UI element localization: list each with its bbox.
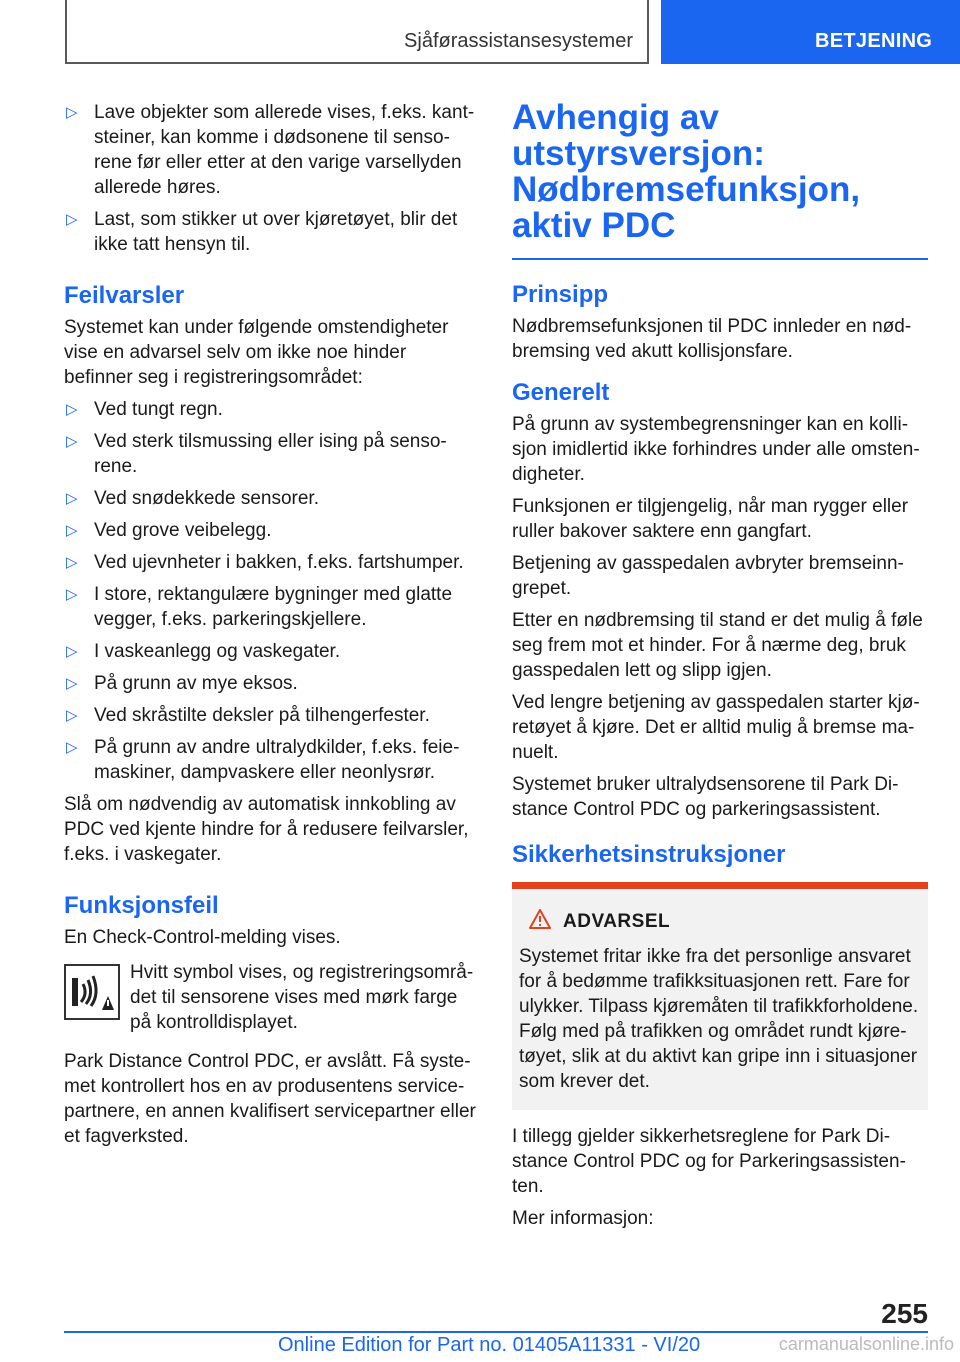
header-section-title: Sjåførassistansesystemer: [404, 30, 633, 52]
list-item: ▷ I vaskeanlegg og vaskegater.: [66, 641, 341, 662]
funksjonsfeil-outro: Park Distance Control PDC, er avslått. Få systemet kontrollert hos en av produsentens servicepartnere, en annen kvalifisert servicepartner eller et fagverksted.: [64, 1051, 476, 1147]
triangle-bullet-icon: ▷: [66, 675, 78, 692]
warning-title: ADVARSEL: [563, 910, 671, 932]
generelt-paragraph: Betjening av gasspedalen avbryter bremseinngrepet.: [512, 553, 904, 599]
triangle-bullet-icon: ▷: [66, 104, 78, 121]
heading-sikkerhet: Sikkerhetsinstruksjoner: [512, 841, 786, 868]
list-item: ▷ På grunn av andre ultralydkilder, f.eks. feiemaskiner, dampvaskere eller neonlysrør.: [66, 737, 460, 783]
heading-divider: [512, 258, 928, 260]
triangle-bullet-icon: ▷: [66, 211, 78, 228]
list-item: ▷ Ved tungt regn.: [66, 399, 223, 420]
bullet-list-top: [64, 100, 480, 257]
list-item: ▷ Lave objekter som allerede vises, f.eks. kantsteiner, kan komme i dødsonene til sensorene før eller etter at den varige varsellyden allerede høres.: [66, 102, 475, 198]
page-number: 255: [881, 1298, 928, 1329]
header-chapter-title: BETJENING: [815, 30, 933, 52]
triangle-bullet-icon: ▷: [66, 643, 78, 660]
generelt-paragraph: Etter en nødbremsing til stand er det mulig å føle seg frem mot et hinder. For å nærme deg, bruk gasspedalen lett og slipp igjen.: [512, 610, 923, 681]
triangle-bullet-icon: ▷: [66, 522, 78, 539]
after-paragraph: I tillegg gjelder sikkerhetsreglene for Park Distance Control PDC og for Parkeringsassistenten.: [512, 1126, 906, 1197]
left-column: [64, 100, 480, 1156]
heading-prinsipp: Prinsipp: [512, 281, 609, 308]
list-item: ▷ I store, rektangulære bygninger med glatte vegger, f.eks. parkeringskjellere.: [66, 584, 453, 630]
funksjonsfeil-intro: En Check-Control-melding vises.: [64, 927, 341, 948]
bullet-list-feilvarsler: [64, 397, 480, 785]
triangle-bullet-icon: ▷: [66, 490, 78, 507]
warning-triangle-icon: [529, 909, 551, 934]
header-section-box: [65, 0, 649, 64]
after-paragraph: Mer informasjon:: [512, 1208, 654, 1229]
watermark: carmanualsonline.info: [778, 1334, 954, 1354]
list-item: ▷ På grunn av mye eksos.: [66, 673, 298, 694]
heading-funksjonsfeil: Funksjonsfeil: [64, 892, 219, 919]
warning-header: [519, 909, 922, 934]
triangle-bullet-icon: ▷: [66, 433, 78, 450]
generelt-paragraph: Ved lengre betjening av gasspedalen starter kjøretøyet å kjøre. Det er alltid mulig å bremse manuelt.: [512, 692, 920, 763]
feilvarsler-outro: Slå om nødvendig av automatisk innkobling av PDC ved kjente hindre for å redusere feilvarsler, f.eks. i vaskegater.: [64, 794, 469, 865]
footer-divider: [64, 1331, 928, 1333]
list-item: ▷ Ved snødekkede sensorer.: [66, 488, 319, 509]
footer-edition: Online Edition for Part no. 01405A11331 - VI/20: [278, 1334, 701, 1356]
warning-text: Systemet fritar ikke fra det personlige ansvaret for å bedømme trafikksituasjonen rett. Fare for ulykker. Tilpass kjøremåten til trafikkforholdene. Følg med på trafikken og området rundt kjøretøyet, slik at du aktivt kan gripe inn i situasjoner som krever det.: [519, 946, 919, 1092]
main-heading: Avhengig av utstyrsversjon: Nødbremsefunksjon, aktiv PDC: [512, 98, 861, 245]
generelt-paragraph: Funksjonen er tilgjengelig, når man rygger eller ruller bakover saktere enn gangfart.: [512, 496, 909, 542]
generelt-paragraph: Systemet bruker ultralydsensorene til Park Distance Control PDC og parkeringsassistent.: [512, 774, 899, 820]
triangle-bullet-icon: ▷: [66, 401, 78, 418]
right-column: [512, 100, 928, 1238]
pdc-sensor-failure-icon: [64, 964, 120, 1020]
list-item: ▷ Ved sterk tilsmussing eller ising på sensorene.: [66, 431, 447, 477]
triangle-bullet-icon: ▷: [66, 554, 78, 571]
icon-description: Hvitt symbol vises, og registreringsområdet til sensorene vises med mørk farge på kontrolldisplayet.: [130, 962, 474, 1033]
triangle-bullet-icon: ▷: [66, 707, 78, 724]
feilvarsler-intro: Systemet kan under følgende omstendigheter vise en advarsel selv om ikke noe hinder befinner seg i registreringsområdet:: [64, 317, 449, 388]
list-item: ▷ Ved skråstilte deksler på tilhengerfester.: [66, 705, 430, 726]
list-item: ▷ Ved grove veibelegg.: [66, 520, 272, 541]
prinsipp-text: Nødbremsefunksjonen til PDC innleder en nødbremsing ved akutt kollisjonsfare.: [512, 316, 912, 362]
header-chapter-box: [661, 0, 960, 64]
pdc-failure-indicator: [64, 960, 480, 1035]
list-item: ▷ Last, som stikker ut over kjøretøyet, blir det ikke tatt hensyn til.: [66, 209, 458, 255]
heading-feilvarsler: Feilvarsler: [64, 282, 185, 309]
heading-generelt: Generelt: [512, 379, 610, 406]
generelt-paragraph: På grunn av systembegrensninger kan en kollisjon imidlertid ikke forhindres under alle omstendigheter.: [512, 414, 920, 485]
list-item: ▷ Ved ujevnheter i bakken, f.eks. fartshumper.: [66, 552, 464, 573]
warning-box: [512, 882, 928, 1110]
triangle-bullet-icon: ▷: [66, 739, 78, 756]
triangle-bullet-icon: ▷: [66, 586, 78, 603]
